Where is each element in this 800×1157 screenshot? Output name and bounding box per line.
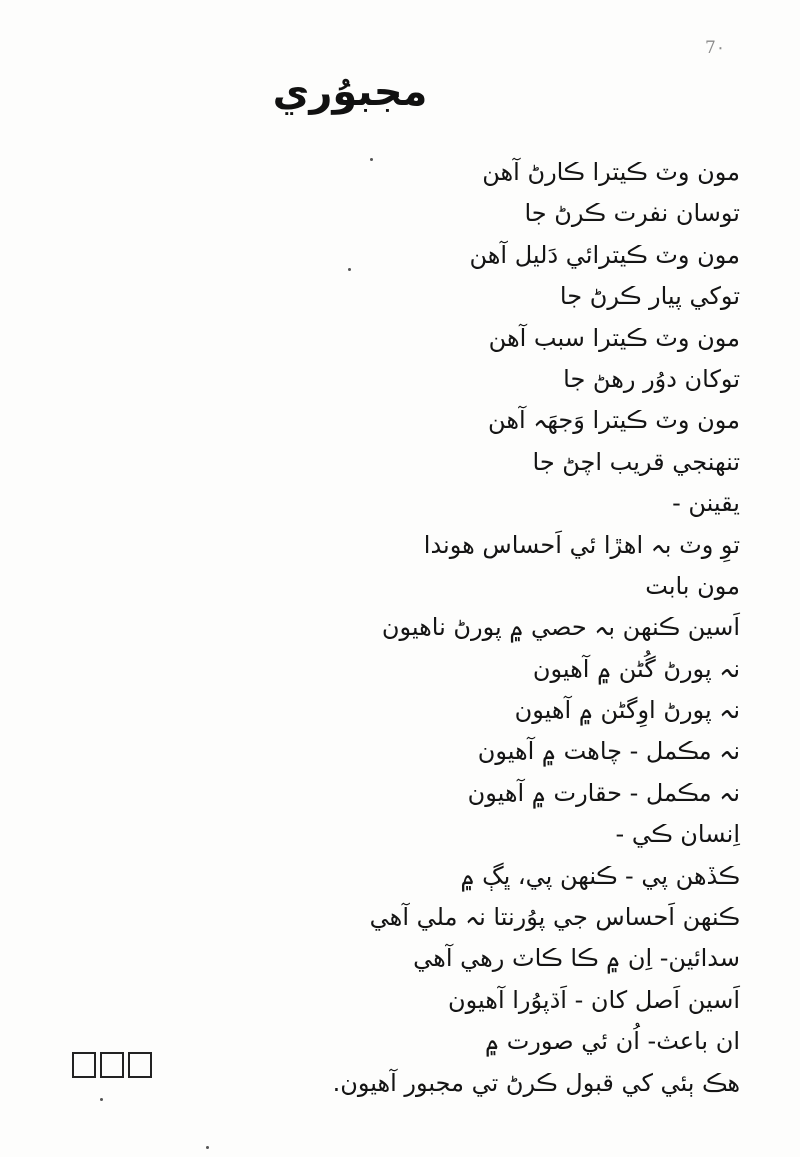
poem-line: ڪنهن اَحساس جي پوُرنتا نہ ملي آهي (369, 903, 740, 932)
poem-line: مون بابت (645, 571, 740, 600)
end-mark-boxes (72, 1052, 152, 1082)
poem-line: مون وٽ ڪيترائي دَليل آهن (469, 240, 740, 269)
poem-line: توکان دوُر رهڻ جا (563, 364, 740, 393)
poem-line: مون وٽ ڪيترا وَجهَہ آهن (488, 406, 740, 435)
poem-line: نہ پورڻ گُڻن ۾ آهيون (532, 654, 740, 683)
poem-line: نہ پورڻ اوِگڻن ۾ آهيون (514, 696, 740, 725)
scan-speck (348, 268, 351, 271)
scan-speck (100, 1098, 103, 1101)
poem-line: يقينن - (672, 489, 740, 518)
poem-line: ان باعث- اُن ئي صورت ۾ (485, 1027, 740, 1056)
poem-line: توسان نفرت ڪرڻ جا (524, 199, 740, 228)
poem-line: نہ مڪمل - چاهت ۾ آهيون (477, 737, 740, 766)
poem-body (40, 152, 740, 1104)
poem-line: ڪڏهن پي - ڪنهن پي، ڀڳ ۾ (460, 861, 740, 890)
poem-line: سدائين- اِن ۾ ڪا ڪاٽ رهي آهي (413, 944, 740, 973)
poem-line: اِنسان ڪي - (615, 820, 740, 849)
poem-line: توکي پيار ڪرڻ جا (559, 282, 740, 311)
poem-line: مون وٽ ڪيترا ڪارڻ آهن (482, 158, 740, 186)
poem-line: اَسين اَصل کان - اَڌپوُرا آهيون (448, 985, 740, 1014)
end-mark-box (100, 1052, 124, 1078)
poem-line: اَسين ڪنهن بہ حصي ۾ پورڻ ناهيون (381, 613, 740, 642)
poem-line: هڪ ٻئي کي قبول ڪرڻ تي مجبور آهيون. (332, 1068, 740, 1097)
page-number: 7٠ (705, 38, 725, 58)
poem-line: نہ مڪمل - حقارت ۾ آهيون (467, 778, 740, 807)
end-mark-box (72, 1052, 96, 1078)
end-mark-box (128, 1052, 152, 1078)
poem-line: تنهنجي قريب اچڻ جا (532, 447, 740, 476)
poem-line: توِ وٽ بہ اهڙا ئي اَحساس هوندا (423, 530, 740, 559)
scan-speck (370, 158, 373, 161)
scan-speck (206, 1146, 209, 1149)
poem-line: مون وٽ ڪيترا سبب آهن (488, 323, 740, 352)
poem-title: مجبوُري (272, 69, 428, 115)
